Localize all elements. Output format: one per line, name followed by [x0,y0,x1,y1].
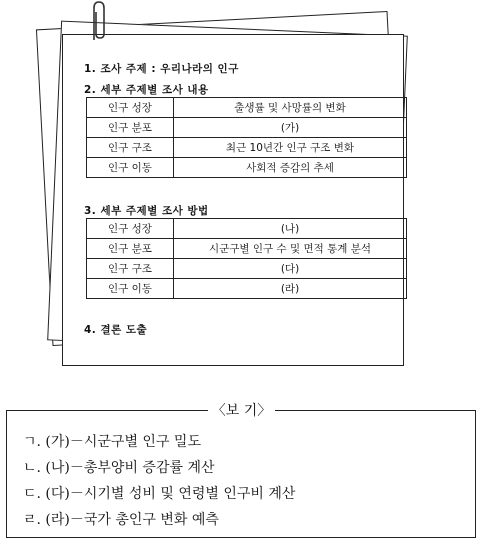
table-row [87,239,407,259]
option-item: ㄷ. (다)－시기별 성비 및 연령별 인구비 계산 [23,486,296,502]
topic-cell: 인구 구조 [87,138,174,158]
content-cell: (나) [174,219,407,239]
content-cell: 사회적 증감의 추세 [174,158,407,178]
table-row [87,259,407,279]
topic-cell: 인구 구조 [87,259,174,279]
heading-conclusion: 4. 결론 도출 [84,324,148,336]
table-row [87,138,407,158]
heading-method: 3. 세부 주제별 조사 방법 [84,205,209,217]
topic-cell: 인구 이동 [87,279,174,299]
topic-cell: 인구 분포 [87,239,174,259]
heading-content: 2. 세부 주제별 조사 내용 [84,84,209,96]
table-row [87,219,407,239]
topic-cell: 인구 분포 [87,118,174,138]
box-title-wrap [0,400,483,420]
content-cell: (가) [174,118,407,138]
option-item: ㄹ. (라)－국가 총인구 변화 예측 [23,512,219,528]
table-row [87,279,407,299]
option-item: ㄱ. (가)－시군구별 인구 밀도 [23,434,201,450]
table-row [87,158,407,178]
content-table [86,97,407,178]
topic-cell: 인구 성장 [87,219,174,239]
content-cell: 시군구별 인구 수 및 면적 통계 분석 [174,239,407,259]
table-row [87,118,407,138]
content-cell: (다) [174,259,407,279]
topic-cell: 인구 이동 [87,158,174,178]
heading-topic: 1. 조사 주제 : 우리나라의 인구 [84,63,239,75]
options-box [6,410,476,538]
content-cell: (라) [174,279,407,299]
paperclip-icon [89,0,107,44]
topic-cell: 인구 성장 [87,98,174,118]
box-title: 〈보 기〉 [208,403,276,419]
option-item: ㄴ. (나)－총부양비 증감률 계산 [23,460,215,476]
method-table [86,218,407,299]
content-cell: 최근 10년간 인구 구조 변화 [174,138,407,158]
table-row [87,98,407,118]
content-cell: 출생률 및 사망률의 변화 [174,98,407,118]
